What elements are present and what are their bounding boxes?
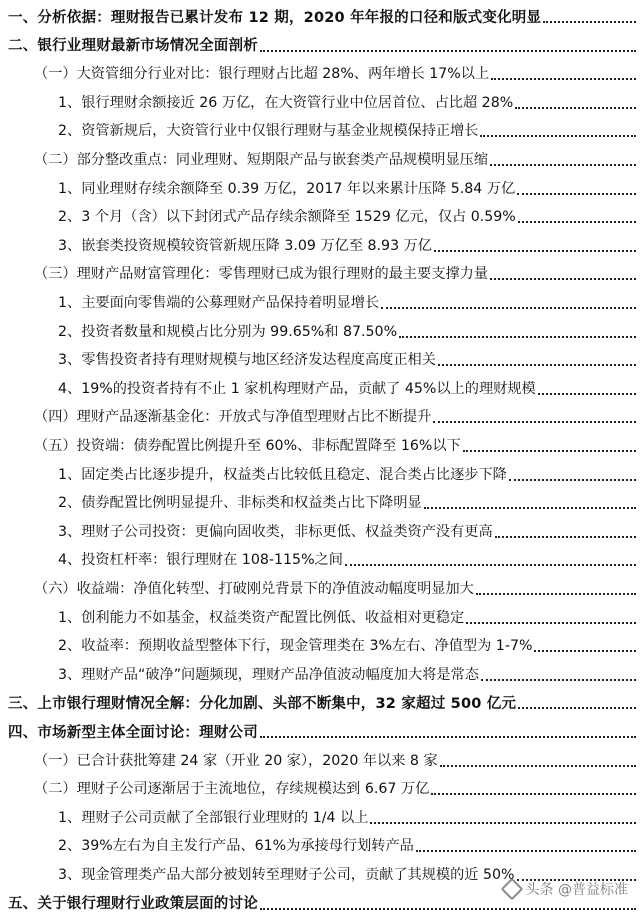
dot-leader xyxy=(260,50,636,52)
toc-entry-text: （四）理财产品逐渐基金化：开放式与净值型理财占比不断提升 xyxy=(34,406,431,426)
toc-subsection-entry[interactable] xyxy=(0,89,640,115)
dot-leader xyxy=(438,364,636,366)
toc-entry-text: （三）理财产品财富管理化：零售理财已成为银行理财的最主要支撑力量 xyxy=(34,263,488,283)
toc-entry-text: 2、债券配置比例明显提升、非标类和权益类占比下降明显 xyxy=(58,492,422,512)
toc-subsection-entry[interactable] xyxy=(0,461,640,487)
dot-leader xyxy=(490,278,636,280)
toc-entry-text: 3、理财产品“破净”问题频现，理财产品净值波动幅度加大将是常态 xyxy=(58,664,479,684)
toc-entry-text: 1、银行理财余额接近 26 万亿，在大资管行业中位居首位、占比超 28% xyxy=(58,92,513,112)
toc-subsection-entry[interactable] xyxy=(0,175,640,201)
toc-subsection-entry[interactable] xyxy=(0,632,640,658)
toc-subsection-entry[interactable] xyxy=(0,661,640,687)
toc-subsection-entry[interactable] xyxy=(0,832,640,858)
dot-leader xyxy=(518,221,636,223)
toc-section-entry[interactable] xyxy=(0,403,640,429)
dot-leader xyxy=(534,650,636,652)
toc-entry-text: （五）投资端：债券配置比例提升至 60%、非标配置降至 16%以下 xyxy=(34,435,461,455)
dot-leader xyxy=(399,336,636,338)
dot-leader xyxy=(481,679,636,681)
toc-entry-text: （二）理财子公司逐渐居于主流地位，存续规模达到 6.67 万亿 xyxy=(34,778,429,798)
dot-leader xyxy=(434,250,636,252)
dot-leader xyxy=(495,536,636,538)
dot-leader xyxy=(490,164,636,166)
watermark-text: 头条 @普益标准 xyxy=(525,882,628,898)
toc-subsection-entry[interactable] xyxy=(0,318,640,344)
toc-entry-text: （六）收益端：净值化转型、打破刚兑背景下的净值波动幅度明显加大 xyxy=(34,578,474,598)
toc-entry-text: 2、3 个月（含）以下封闭式产品存续余额降至 1529 亿元，仅占 0.59% xyxy=(58,206,516,226)
toc-entry-text: 1、主要面向零售端的公募理财产品保持着明显增长 xyxy=(58,292,379,312)
dot-leader xyxy=(543,21,636,23)
toc-entry-text: 四、市场新型主体全面讨论：理财公司 xyxy=(8,721,258,742)
dot-leader xyxy=(466,622,636,624)
toc-subsection-entry[interactable] xyxy=(0,546,640,572)
toc-section-entry[interactable] xyxy=(0,775,640,801)
toc-entry-text: 4、19%的投资者持有不止 1 家机构理财产品，贡献了 45%以上的理财规模 xyxy=(58,378,536,398)
toc-chapter-entry[interactable] xyxy=(0,3,640,29)
dot-leader xyxy=(538,393,636,395)
toc-entry-text: （一）大资管细分行业对比：银行理财占比超 28%、两年增长 17%以上 xyxy=(34,63,489,83)
toc-entry-text: 2、投资者数量和规模占比分别为 99.65%和 87.50% xyxy=(58,321,397,341)
toc-subsection-entry[interactable] xyxy=(0,289,640,315)
toc-section-entry[interactable] xyxy=(0,575,640,601)
dot-leader xyxy=(517,879,636,881)
toc-chapter-entry[interactable] xyxy=(0,689,640,715)
dot-leader xyxy=(463,450,636,452)
toc-entry-text: 一、分析依据：理财报告已累计发布 12 期，2020 年年报的口径和版式变化明显 xyxy=(8,6,541,27)
toc-entry-text: 二、银行业理财最新市场情况全面剖析 xyxy=(8,34,258,55)
dot-leader xyxy=(381,307,636,309)
toc-subsection-entry[interactable] xyxy=(0,861,640,887)
toc-subsection-entry[interactable] xyxy=(0,489,640,515)
toc-entry-text: 3、理财子公司投资：更偏向固收类，非标更低、权益类资产没有更高 xyxy=(58,521,493,541)
dot-leader xyxy=(345,564,636,566)
dot-leader xyxy=(431,793,636,795)
toc-entry-text: 三、上市银行理财情况全解：分化加剧、头部不断集中，32 家超过 500 亿元 xyxy=(8,692,516,713)
dot-leader xyxy=(433,421,636,423)
dot-leader xyxy=(476,593,636,595)
toc-section-entry[interactable] xyxy=(0,146,640,172)
toc-subsection-entry[interactable] xyxy=(0,232,640,258)
toc-entry-text: 2、39%左右为自主发行产品、61%为承接母行划转产品 xyxy=(58,835,414,855)
toc-subsection-entry[interactable] xyxy=(0,518,640,544)
dot-leader xyxy=(480,135,636,137)
toc-section-entry[interactable] xyxy=(0,432,640,458)
toc-entry-text: 1、创利能力不如基金，权益类资产配置比例低、收益相对更稳定 xyxy=(58,607,464,627)
toc-subsection-entry[interactable] xyxy=(0,117,640,143)
toc-entry-text: （一）已合计获批筹建 24 家（开业 20 家），2020 年以来 8 家 xyxy=(34,750,438,770)
dot-leader xyxy=(491,78,636,80)
toc-entry-text: 4、投资杠杆率：银行理财在 108-115%之间 xyxy=(58,549,343,569)
toc-chapter-entry[interactable] xyxy=(0,890,640,916)
toc-section-entry[interactable] xyxy=(0,260,640,286)
toc-entry-text: 3、零售投资者持有理财规模与地区经济发达程度高度正相关 xyxy=(58,349,436,369)
toc-entry-text: 1、同业理财存续余额降至 0.39 万亿，2017 年以来累计压降 5.84 万亿 xyxy=(58,178,515,198)
toc-entry-text: 2、收益率：预期收益型整体下行，现金管理类在 3%左右、净值型为 1-7% xyxy=(58,635,532,655)
toc-entry-text: 3、现金管理类产品大部分被划转至理财子公司，贡献了其规模的近 50% xyxy=(58,864,515,884)
dot-leader xyxy=(260,908,636,910)
dot-leader xyxy=(517,193,636,195)
dot-leader xyxy=(509,479,636,481)
toc-section-entry[interactable] xyxy=(0,60,640,86)
dot-leader xyxy=(260,736,636,738)
toc-entry-text: 2、资管新规后，大资管行业中仅银行理财与基金业规模保持正增长 xyxy=(58,120,478,140)
toc-subsection-entry[interactable] xyxy=(0,375,640,401)
dot-leader xyxy=(515,107,636,109)
dot-leader xyxy=(518,707,636,709)
toc-chapter-entry[interactable] xyxy=(0,718,640,744)
toc-entry-text: 1、理财子公司贡献了全部银行业理财的 1/4 以上 xyxy=(58,807,368,827)
toc-entry-text: 1、固定类占比逐步提升，权益类占比较低且稳定、混合类占比逐步下降 xyxy=(58,464,507,484)
toc-subsection-entry[interactable] xyxy=(0,604,640,630)
toc-entry-text: （二）部分整改重点：同业理财、短期限产品与嵌套类产品规模明显压缩 xyxy=(34,149,488,169)
toc-entry-text: 3、嵌套类投资规模较资管新规压降 3.09 万亿至 8.93 万亿 xyxy=(58,235,432,255)
dot-leader xyxy=(440,765,636,767)
toc-subsection-entry[interactable] xyxy=(0,346,640,372)
toc-subsection-entry[interactable] xyxy=(0,203,640,229)
toc-subsection-entry[interactable] xyxy=(0,804,640,830)
toc-entry-text: 五、关于银行理财行业政策层面的讨论 xyxy=(8,892,258,913)
toc-section-entry[interactable] xyxy=(0,747,640,773)
toc-chapter-entry[interactable] xyxy=(0,32,640,58)
dot-leader xyxy=(370,822,636,824)
dot-leader xyxy=(424,507,636,509)
dot-leader xyxy=(416,850,636,852)
